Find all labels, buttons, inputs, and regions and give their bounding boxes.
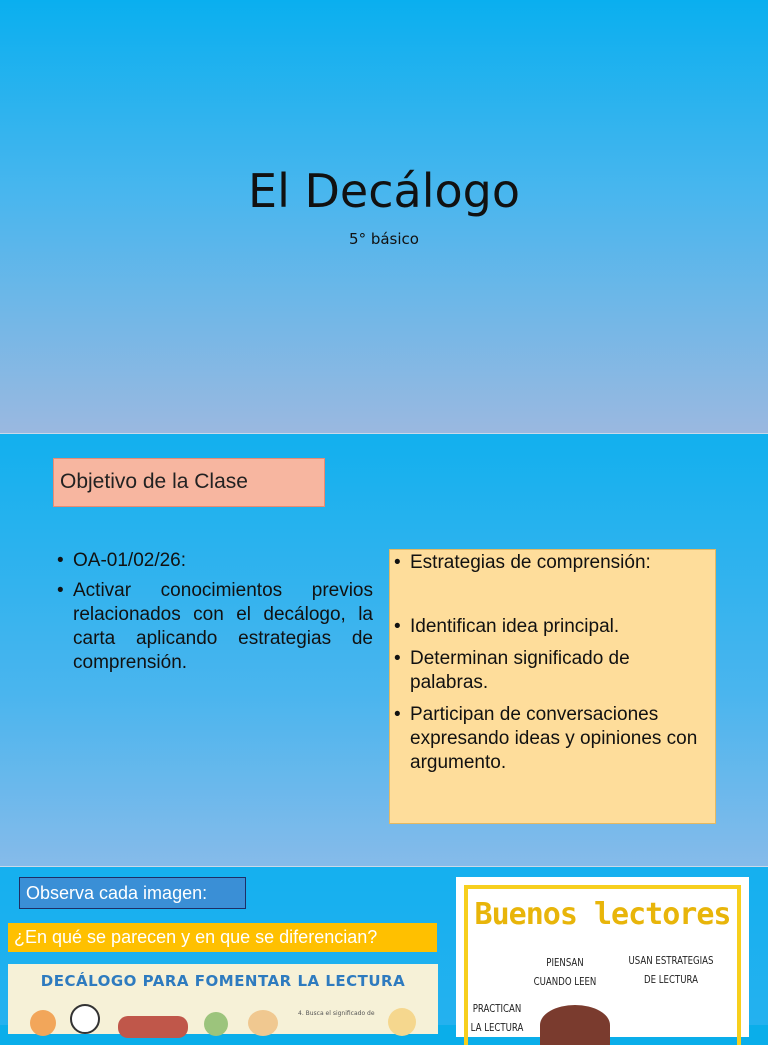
list-item: • Participan de conversaciones expresando ideas y opiniones con argumento. [394,703,708,775]
child-illustration-icon [388,1008,416,1036]
label-usan-estrategias: USAN ESTRATEGIAS DE LECTURA [628,954,714,986]
child-reading-icon [248,1010,278,1036]
buenos-lectores-title: Buenos lectores [474,897,731,932]
decalogo-note: 4. Busca el significado de [298,1010,375,1017]
list-item: • Identifican idea principal. [394,615,708,639]
objective-slide [0,433,768,867]
list-item: • Estrategias de comprensión: [394,551,708,575]
title-slide [0,0,768,433]
question-text: ¿En qué se parecen y en que se diferencian? [14,927,378,947]
label-practican: PRACTICAN LA LECTURA [470,1002,524,1034]
clock-icon [70,1004,100,1034]
list-item: • Activar conocimientos previos relacionados con el decálogo, la carta aplicando estrategias de comprensión. [57,579,373,675]
observe-label-box [19,877,246,909]
list-item: • OA-01/02/26: [57,549,373,573]
slide-title: El Decálogo [248,164,520,218]
question-box [8,923,437,952]
decalogo-image-title: DECÁLOGO PARA FOMENTAR LA LECTURA [40,972,406,990]
observe-slide [0,866,768,1034]
label-piensan: PIENSAN CUANDO LEEN [533,956,597,988]
observe-label: Observa cada imagen: [26,883,208,903]
strategies-box [389,549,716,824]
objective-list [57,549,373,681]
child-illustration-icon [30,1010,56,1036]
reader-illustration-icon [204,1012,228,1036]
slide-subtitle: 5° básico [349,230,419,248]
decalogo-image [8,964,438,1034]
objective-heading-box [53,458,325,507]
list-item: • Determinan significado de palabras. [394,647,708,695]
buenos-lectores-image [456,877,749,1037]
student-head-illustration-icon [540,1005,610,1045]
objective-heading: Objetivo de la Clase [60,470,248,493]
books-icon [118,1016,188,1038]
